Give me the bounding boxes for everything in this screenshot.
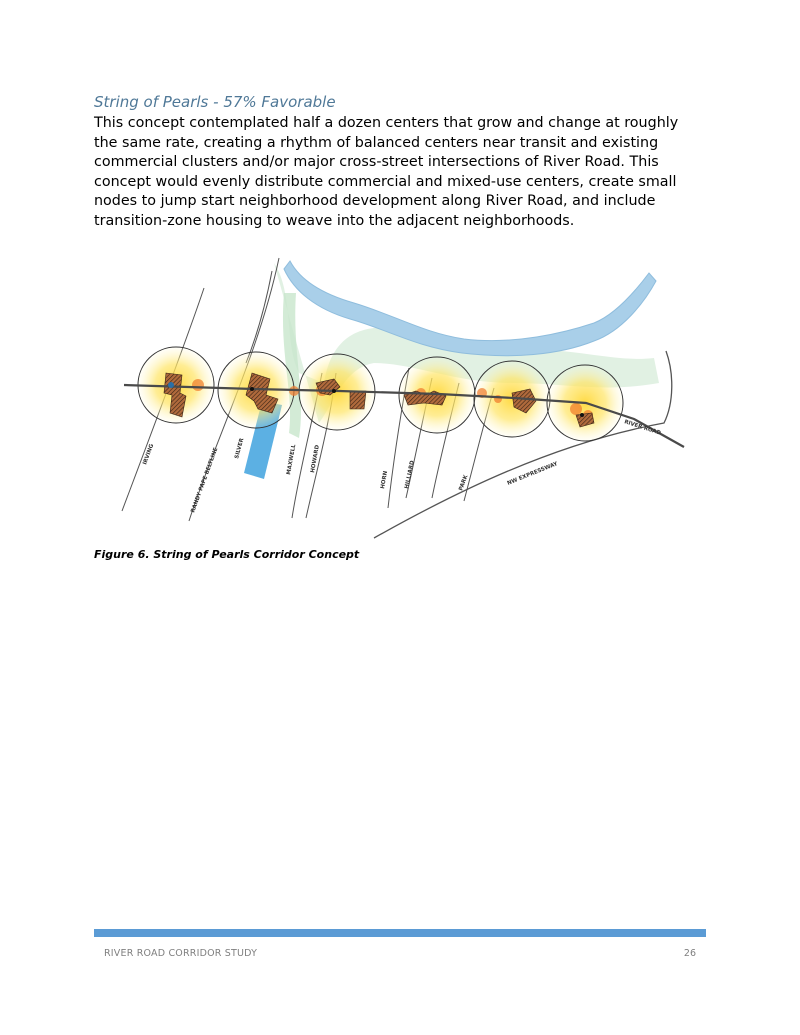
label-howard: HOWARD [310,444,321,474]
label-silver: SILVER [234,437,246,460]
corridor-concept-figure [94,233,706,539]
label-expressway: NW EXPRESSWAY [506,461,559,487]
footer-title: RIVER ROAD CORRIDOR STUDY [104,948,258,959]
label-horn: HORN [380,470,390,490]
transit-stop [250,387,254,391]
transit-stop [332,389,336,393]
label-park: PARK [458,474,470,492]
label-river-road: RIVER ROAD [623,419,662,437]
label-irving: IRVING [142,443,156,466]
label-randy-pape: RANDY PAPE BELTLINE [190,446,220,514]
footer-divider [94,929,706,937]
label-maxwell: MAXWELL [286,443,298,476]
corridor-map [94,233,706,539]
river [284,261,656,356]
label-hilliard: HILLIARD [404,460,416,490]
body-paragraph: This concept contemplated half a dozen centers that grow and change at roughly the same rate, creating a rhythm of balanced centers near transit and existing commercial clusters and/or major cross-street intersections of River Road. This concept would evenly distribute commercial and mixed-use centers, create small nodes to jump start neighborhood development along River Road, and include transition-zone housing to weave into the adjacent neighborhoods. [94,115,679,229]
transit-stop [168,382,174,388]
page-number: 26 [683,948,696,959]
figure-caption: Figure 6. String of Pearls Corridor Concept [94,548,360,561]
section-heading: String of Pearls - 57% Favorable [94,93,336,111]
transit-stop [580,413,584,417]
